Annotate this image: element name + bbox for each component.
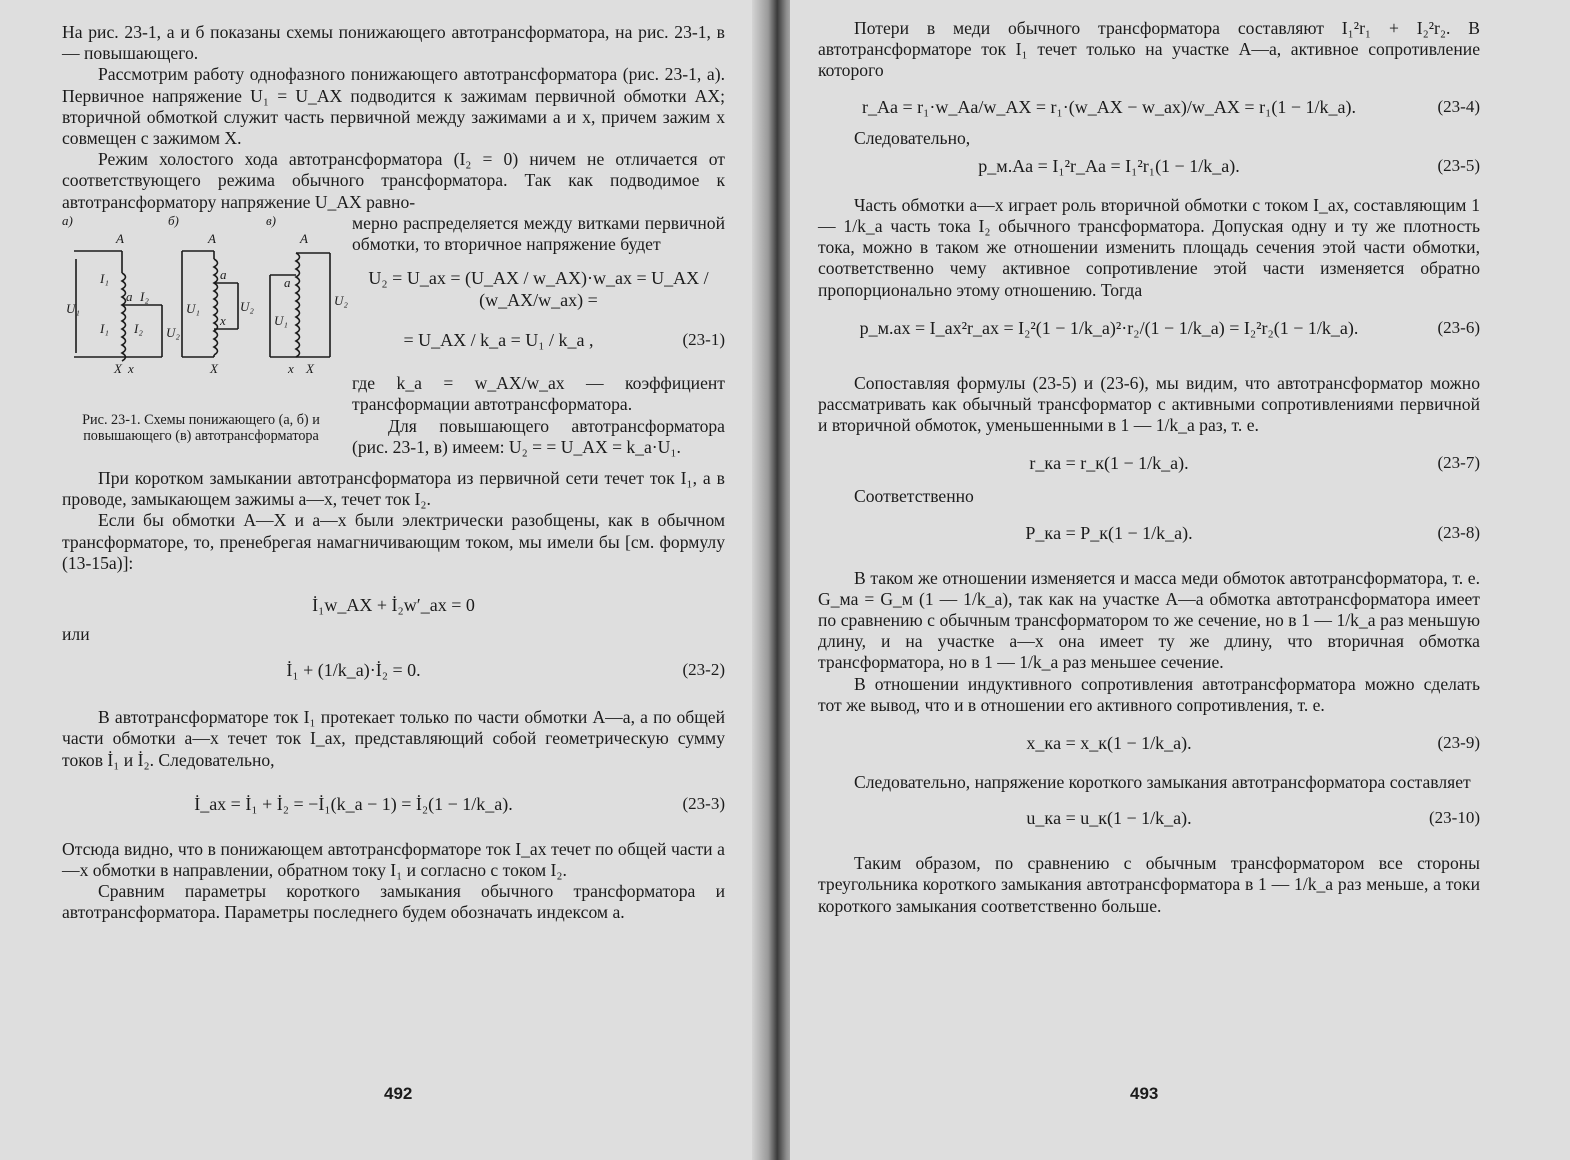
paragraph: При коротком замыкании автотрансформатора из первичной сети течет ток I₁, а в проводе, замыкающем зажимы a—x, течет ток I₂.: [62, 468, 725, 510]
equation-23-8: [818, 522, 1480, 544]
paragraph: Потери в меди обычного трансформатора составляют I₁²r₁ + I₂²r₂. В автотрансформаторе ток I₁ течет только на участке A—a, активное сопротивление которого: [818, 18, 1480, 81]
figure-row: [62, 213, 725, 458]
equation-number: (23-10): [1429, 808, 1480, 828]
paragraph: мерно распределяется между витками первичной обмотки, то вторичное напряжение будет: [352, 212, 725, 255]
equation-number: (23-1): [682, 330, 725, 350]
equation-23-6: [818, 317, 1480, 339]
equation-23-2: [62, 659, 725, 681]
equation-formula: x_кa = x_к(1 − 1/k_a).: [1026, 733, 1192, 754]
figure-caption: Рис. 23-1. Схемы понижающего (а, б) и повышающего (в) автотрансформатора: [82, 411, 320, 445]
terminal-x: x: [288, 360, 294, 376]
paragraph: В автотрансформаторе ток I₁ протекает только по части обмотки A—a, а по общей части обмотки a—x течет ток I_ax, представляющий собой геометрическую сумму токов İ₁ и İ₂. Следовательно,: [62, 707, 725, 770]
equation-23-4: [818, 96, 1480, 118]
paragraph: Если бы обмотки A—X и a—x были электрически разобщены, как в обычном трансформаторе, то, пренебрегая намагничивающим током, мы имели бы [см. формулу (13-15а)]:: [62, 510, 725, 573]
page-number: 492: [384, 1084, 413, 1103]
voltage-U2: U₂: [166, 324, 180, 340]
equation-23-1: [352, 329, 725, 351]
equation-formula: p_м.Aa = I₁²r_Aa = I₁²r₁(1 − 1/k_a).: [978, 155, 1240, 176]
equation-number: (23-6): [1437, 317, 1480, 337]
terminal-x: x: [220, 312, 226, 328]
equation: [62, 594, 725, 616]
equation-number: (23-8): [1437, 522, 1480, 542]
equation-formula: p_м.ax = I_ax²r_ax = I₂²(1 − 1/k_a)²·r₂/(1 − 1/k_a) = I₂²r₂(1 − 1/k_a).: [859, 317, 1359, 338]
voltage-U2: U₂: [334, 292, 348, 308]
paragraph: Таким образом, по сравнению с обычным трансформатором все стороны треугольника короткого замыкания автотрансформатора в 1 — 1/k_a раз меньше, а токи короткого замыкания соответственно больше.: [818, 853, 1480, 916]
terminal-a: a: [220, 266, 227, 282]
equation-number: (23-7): [1437, 453, 1480, 473]
label-a: а): [62, 212, 73, 228]
terminal-a: a: [284, 274, 291, 290]
equation-23-3: [62, 793, 725, 815]
equation-formula: İ₁ + (1/k_a)·İ₂ = 0.: [286, 660, 421, 681]
voltage-U1: U₁: [186, 300, 200, 316]
terminal-x: x: [128, 360, 134, 376]
terminal-A: A: [208, 230, 216, 246]
voltage-U1: U₁: [274, 312, 288, 328]
equation: [352, 267, 725, 311]
figure-23-1: [62, 213, 352, 458]
paragraph: Сравним параметры короткого замыкания обычного трансформатора и автотрансформатора. Параметры последнего будем обозначать индексом a.: [62, 881, 725, 923]
paragraph: Следовательно, напряжение короткого замыкания автотрансформатора составляет: [854, 772, 1471, 793]
equation-formula: U₂ = U_ax = (U_AX / w_AX)·w_ax = U_AX / (w_AX/w_ax) =: [368, 268, 709, 311]
label-c: в): [266, 212, 276, 228]
paragraph: где k_a = w_AX/w_ax — коэффициент трансформации автотрансформатора.: [352, 373, 725, 415]
figure-side-text: [352, 213, 725, 458]
equation-formula: = U_AX / k_a = U₁ / k_a ,: [403, 330, 594, 351]
terminal-A: A: [300, 230, 308, 246]
equation-formula: r_Aa = r₁·w_Aa/w_AX = r₁·(w_AX − w_ax)/w_AX = r₁(1 − 1/k_a).: [862, 96, 1356, 117]
paragraph: Следовательно,: [854, 127, 971, 148]
right-page: [790, 0, 1570, 1160]
equation-formula: İ₁w_AX + İ₂w′_ax = 0: [312, 595, 475, 616]
terminal-a: a: [126, 288, 133, 304]
current-I2: I₂: [134, 320, 143, 336]
equation-formula: P_кa = P_к(1 − 1/k_a).: [1025, 522, 1193, 543]
paragraph: В таком же отношении изменяется и масса меди обмоток автотрансформатора, т. е. G_мa = G_м (1 — 1/k_a), так как на участке A—a обмотка автотрансформатора имеет по сравнению с обычным трансформатором то же сечение, но в 1 — 1/k_a раз меньшую длину, и на участке a—x она имеет ту же длину, что вторичная обмотка трансформатора, но в 1 — 1/k_a раз меньшее сечение.: [818, 567, 1480, 673]
voltage-U1: U₁: [66, 300, 80, 316]
equation-23-10: [818, 807, 1480, 829]
terminal-X: X: [210, 360, 218, 376]
equation-number: (23-4): [1437, 96, 1480, 116]
equation-number: (23-9): [1437, 733, 1480, 753]
equation-formula: İ_ax = İ₁ + İ₂ = −İ₁(k_a − 1) = İ₂(1 − 1/k_a).: [194, 793, 513, 814]
voltage-U2: U₂: [240, 298, 254, 314]
terminal-A: A: [116, 230, 124, 246]
current-I1: I₁: [100, 270, 109, 286]
paragraph: Часть обмотки a—x играет роль вторичной обмотки с током I_ax, составляющим 1 — 1/k_a часть тока I₂ обычного трансформатора. Допуская одну и ту же плотность тока, можно в таком же отношении изменить площадь сечения этой части обмотки, соответственно чему активное сопротивление этой части изменяется обратно пропорционально этому отношению. Тогда: [818, 194, 1480, 300]
paragraph: На рис. 23-1, а и б показаны схемы понижающего автотрансформатора, на рис. 23-1, в — повышающего.: [62, 22, 725, 64]
paragraph: Режим холостого хода автотрансформатора (I₂ = 0) ничем не отличается от соответствующего режима обычного трансформатора. Так как подводимое к автотрансформатору напряжение U_AX равно-: [62, 149, 725, 212]
equation-23-5: [818, 155, 1480, 177]
equation-number: (23-2): [682, 660, 725, 680]
page-number: 493: [1130, 1084, 1159, 1103]
paragraph: Соответственно: [854, 486, 974, 507]
paragraph: Сопоставляя формулы (23-5) и (23-6), мы видим, что автотрансформатор можно рассматривать как обычный трансформатор с активными сопротивлениями первичной и вторичной обмоток, уменьшенными в 1 — 1/k_a раз, т. е.: [818, 372, 1480, 436]
equation-23-7: [818, 452, 1480, 474]
terminal-X: X: [114, 360, 122, 376]
current-I2: I₂: [140, 288, 149, 304]
equation-number: (23-3): [682, 793, 725, 813]
equation-formula: u_кa = u_к(1 − 1/k_a).: [1026, 808, 1192, 829]
current-I1: I₁: [100, 320, 109, 336]
paragraph: или: [62, 624, 90, 645]
equation-number: (23-5): [1437, 155, 1480, 175]
paragraph: В отношении индуктивного сопротивления автотрансформатора можно сделать тот же вывод, что и в отношении его активного сопротивления, т. е.: [818, 673, 1480, 715]
equation-formula: r_кa = r_к(1 − 1/k_a).: [1029, 453, 1189, 474]
autotransformer-schematic: [62, 213, 352, 393]
paragraph: Рассмотрим работу однофазного понижающего автотрансформатора (рис. 23-1, а). Первичное напряжение U₁ = U_AX подводится к зажимам первичной обмотки AX; вторичной обмоткой служит часть первичной между зажимами a и x, причем зажим x совмещен с зажимом X.: [62, 64, 725, 149]
label-b: б): [168, 212, 179, 228]
paragraph: Для повышающего автотрансформатора (рис. 23-1, в) имеем: U₂ = = U_AX = k_a·U₁.: [352, 415, 725, 457]
left-page: [0, 0, 765, 1160]
equation-23-9: [818, 732, 1480, 754]
paragraph: Отсюда видно, что в понижающем автотрансформаторе ток I_ax течет по общей части a—x обмотки в направлении, обратном току I₁ и согласно с током I₂.: [62, 838, 725, 881]
terminal-X: X: [306, 360, 314, 376]
